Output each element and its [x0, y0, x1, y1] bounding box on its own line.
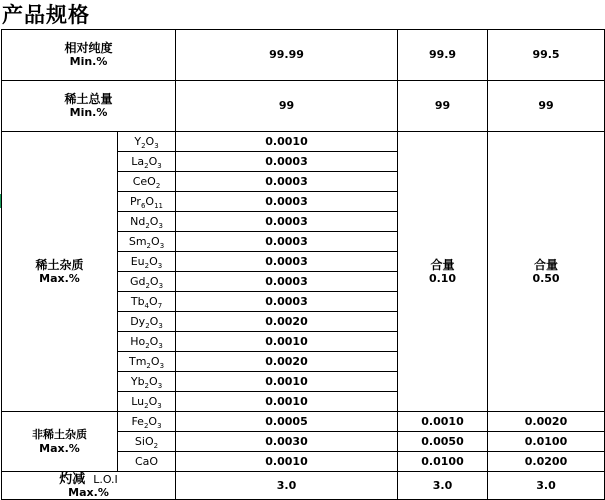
rare-earth-impurities-unit: Max.%	[39, 271, 80, 285]
compound-subscript: 6	[140, 201, 146, 210]
non-rare-earth-value-grade-1: 0.0030	[176, 432, 398, 452]
compound-rare-earth	[118, 192, 176, 212]
compound-rare-earth	[118, 372, 176, 392]
rare-earth-impurity-value: 0.0003	[176, 252, 398, 272]
non-rare-earth-value-grade-3: 0.0020	[488, 412, 605, 432]
compound-subscript: 2	[155, 181, 161, 190]
loi-value-grade-1: 3.0	[176, 472, 398, 500]
compound-subscript: 2	[144, 161, 149, 170]
loi-unit: Max.%	[68, 486, 109, 499]
compound-subscript: 3	[158, 221, 163, 230]
compound-oxygen: O	[150, 354, 160, 368]
rare-earth-total-label: 合量	[430, 257, 455, 272]
compound-subscript: 2	[145, 281, 150, 290]
non-rare-earth-value-grade-2: 0.0100	[398, 452, 488, 472]
compound-oxygen: O	[149, 254, 158, 268]
non-rare-earth-value-grade-2: 0.0050	[398, 432, 488, 452]
compound-rare-earth	[118, 332, 176, 352]
compound-subscript: 3	[157, 401, 162, 410]
compound-subscript: 7	[157, 301, 163, 310]
rare-earth-impurity-value: 0.0003	[176, 192, 398, 212]
rare-earth-impurities-label-cell	[2, 132, 118, 412]
compound-element: Tb	[130, 294, 145, 308]
compound-rare-earth	[118, 272, 176, 292]
compound-rare-earth	[118, 392, 176, 412]
compound-oxygen: O	[149, 214, 159, 228]
compound-element: Lu	[131, 394, 145, 408]
compound-oxygen: O	[149, 314, 159, 328]
compound-subscript: 2	[144, 261, 150, 270]
compound-subscript: 3	[157, 421, 162, 430]
compound-rare-earth	[118, 252, 176, 272]
compound-subscript: 3	[159, 361, 165, 370]
rare-earth-impurity-value: 0.0003	[176, 152, 398, 172]
treo-row	[2, 81, 605, 132]
rare-earth-impurity-value: 0.0010	[176, 392, 398, 412]
treo-unit: Min.%	[69, 106, 108, 119]
compound-rare-earth	[118, 132, 176, 152]
compound-oxygen: O	[148, 394, 158, 408]
compound-oxygen: O	[149, 374, 158, 388]
compound-rare-earth	[118, 152, 176, 172]
compound-subscript: 3	[157, 381, 163, 390]
purity-value-grade-1: 99.99	[176, 30, 398, 81]
compound-element: SiO	[134, 434, 154, 448]
treo-value-grade-2: 99	[398, 81, 488, 132]
compound-element: Y	[134, 134, 142, 148]
loi-value-grade-2: 3.0	[398, 472, 488, 500]
rare-earth-impurity-row	[2, 132, 605, 152]
compound-oxygen: O	[151, 234, 160, 248]
compound-oxygen: O	[148, 154, 158, 168]
compound-subscript: 3	[159, 241, 165, 250]
rare-earth-impurity-value: 0.0003	[176, 212, 398, 232]
treo-label: 稀土总量	[64, 92, 113, 106]
treo-label-cell	[2, 81, 176, 132]
rare-earth-impurity-value: 0.0010	[176, 332, 398, 352]
compound-subscript: 2	[143, 421, 149, 430]
non-rare-earth-value-grade-1: 0.0005	[176, 412, 398, 432]
rare-earth-impurities-label: 稀土杂质	[35, 257, 84, 272]
purity-unit: Min.%	[69, 55, 108, 68]
compound-subscript: 3	[157, 161, 162, 170]
compound-element: La	[131, 154, 145, 168]
rare-earth-impurity-value: 0.0003	[176, 272, 398, 292]
spec-table	[1, 29, 605, 500]
loi-label-cell	[2, 472, 176, 500]
compound-oxygen: O	[145, 134, 155, 148]
compound-element: Sm	[128, 234, 147, 248]
rare-earth-total-label: 合量	[534, 257, 559, 272]
compound-subscript: 2	[146, 241, 152, 250]
non-rare-earth-value-grade-3: 0.0200	[488, 452, 605, 472]
loi-row	[2, 472, 605, 500]
compound-subscript: 3	[154, 141, 159, 150]
treo-value-grade-3: 99	[488, 81, 605, 132]
non-rare-earth-impurities-label: 非稀土杂质	[32, 427, 87, 441]
compound-oxygen: O	[149, 274, 159, 288]
rare-earth-impurity-value: 0.0003	[176, 292, 398, 312]
loi-label-line	[59, 473, 118, 486]
rare-earth-total-value: 0.50	[532, 271, 560, 285]
loi-label: 灼减	[59, 472, 86, 487]
compound-rare-earth	[118, 292, 176, 312]
compound-element: Dy	[130, 314, 146, 328]
compound-element: CaO	[134, 454, 159, 468]
compound-rare-earth	[118, 172, 176, 192]
compound-subscript: 2	[146, 361, 151, 370]
compound-subscript: 4	[144, 301, 150, 310]
compound-oxygen: O	[149, 294, 158, 308]
compound-element: Nd	[130, 214, 146, 228]
compound-element: Ho	[130, 334, 146, 348]
compound-rare-earth	[118, 312, 176, 332]
non-rare-earth-value-grade-1: 0.0010	[176, 452, 398, 472]
compound-non-rare-earth	[118, 412, 176, 432]
purity-value-grade-3: 99.5	[488, 30, 605, 81]
compound-element: Fe	[131, 414, 144, 428]
rare-earth-total-cell-grade-3	[488, 132, 605, 412]
treo-value-grade-1: 99	[176, 81, 398, 132]
compound-subscript: 3	[158, 321, 163, 330]
compound-rare-earth	[118, 232, 176, 252]
loi-value-grade-3: 3.0	[488, 472, 605, 500]
compound-subscript: 2	[144, 401, 149, 410]
compound-oxygen: O	[145, 194, 155, 208]
rare-earth-impurity-value: 0.0010	[176, 372, 398, 392]
page-title: 产品规格	[2, 2, 90, 27]
compound-subscript: 11	[154, 201, 164, 210]
rare-earth-impurity-value: 0.0003	[176, 172, 398, 192]
non-rare-earth-impurities-unit: Max.%	[39, 441, 80, 455]
compound-non-rare-earth	[118, 452, 176, 472]
compound-rare-earth	[118, 212, 176, 232]
non-rare-earth-value-grade-3: 0.0100	[488, 432, 605, 452]
non-rare-earth-value-grade-2: 0.0010	[398, 412, 488, 432]
compound-subscript: 3	[158, 281, 164, 290]
purity-label: 相对纯度	[64, 41, 113, 55]
non-rare-earth-impurity-row	[2, 412, 605, 432]
compound-element: Gd	[129, 274, 146, 288]
purity-value-grade-2: 99.9	[398, 30, 488, 81]
compound-element: CeO	[132, 174, 156, 188]
rare-earth-impurity-value: 0.0020	[176, 312, 398, 332]
compound-subscript: 2	[141, 141, 146, 150]
non-rare-earth-impurities-label-cell	[2, 412, 118, 472]
rare-earth-total-value: 0.10	[428, 271, 457, 285]
purity-row	[2, 30, 605, 81]
compound-subscript: 2	[145, 321, 150, 330]
rare-earth-impurity-value: 0.0003	[176, 232, 398, 252]
compound-non-rare-earth	[118, 432, 176, 452]
rare-earth-total-cell-grade-2	[398, 132, 488, 412]
compound-element: Tm	[128, 354, 147, 368]
compound-rare-earth	[118, 352, 176, 372]
compound-element: Eu	[130, 254, 145, 268]
compound-element: Pr	[129, 194, 141, 208]
compound-oxygen: O	[149, 334, 159, 348]
compound-oxygen: O	[148, 414, 158, 428]
compound-subscript: 3	[158, 341, 163, 350]
purity-label-cell	[2, 30, 176, 81]
loi-code: L.O.I	[93, 473, 118, 486]
compound-subscript: 2	[153, 441, 159, 450]
compound-subscript: 3	[157, 261, 163, 270]
compound-subscript: 2	[144, 381, 150, 390]
compound-element: Yb	[130, 374, 145, 388]
rare-earth-impurity-value: 0.0010	[176, 132, 398, 152]
rare-earth-impurity-value: 0.0020	[176, 352, 398, 372]
compound-subscript: 2	[145, 221, 150, 230]
compound-subscript: 2	[145, 341, 150, 350]
